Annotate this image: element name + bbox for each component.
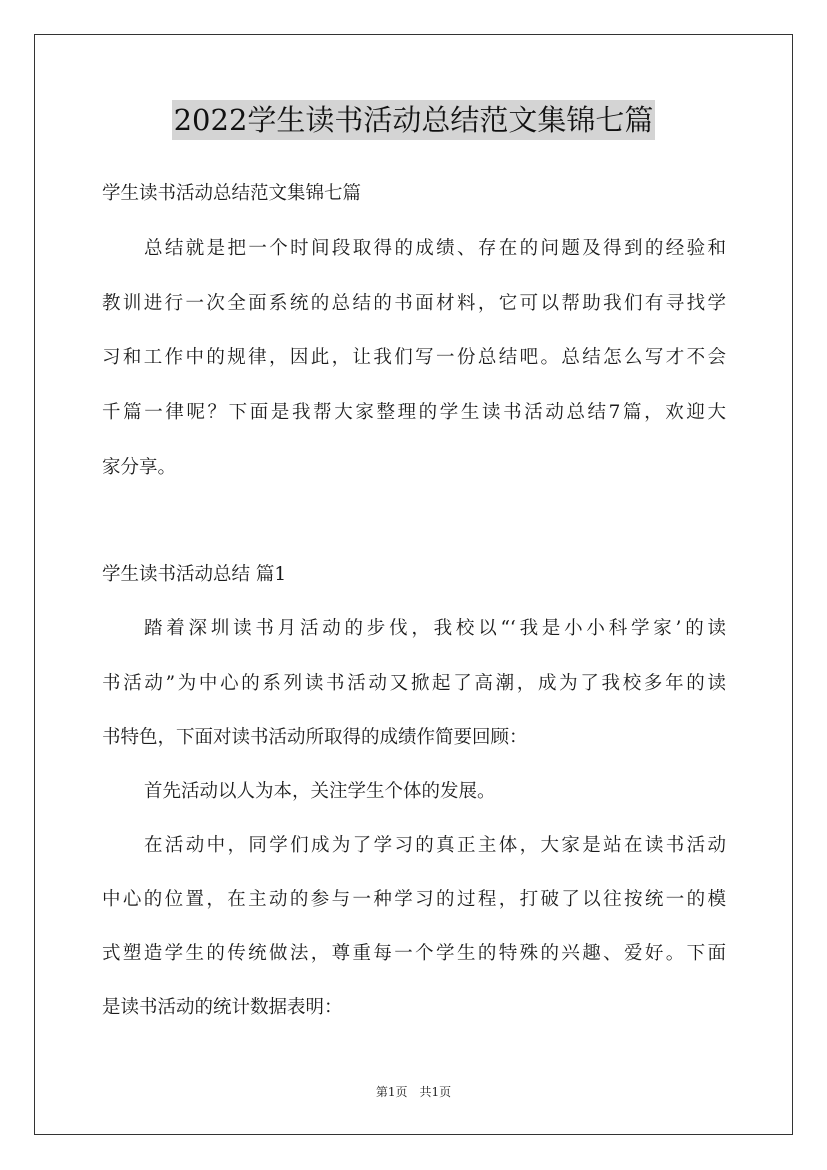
paragraph-line: 书特色，下面对读书活动所取得的成绩作简要回顾： [102,727,528,748]
paragraph-line: 式塑造学生的传统做法，尊重每一个学生的特殊的兴趣、爱好。下面 [102,943,726,964]
paragraph-line: 踏着深圳读书月活动的步伐，我校以“‘我是小小科学家’的读 [144,618,726,639]
intro-line: 总结就是把一个时间段取得的成绩、存在的问题及得到的经验和 [144,238,726,259]
paragraph-line: 在活动中，同学们成为了学习的真正主体，大家是站在读书活动 [144,835,726,856]
intro-line: 家分享。 [102,457,177,478]
title-container [0,100,827,140]
document-title: 2022学生读书活动总结范文集锦七篇 [172,100,656,140]
intro-line: 教训进行一次全面系统的总结的书面材料，它可以帮助我们有寻找学 [102,293,726,314]
page-footer: 第1页 共1页 [375,1085,452,1099]
section-heading: 学生读书活动总结 篇1 [102,564,287,585]
paragraph-line: 书活动”为中心的系列读书活动又掀起了高潮，成为了我校多年的读 [102,673,726,694]
paragraph-line: 首先活动以人为本，关注学生个体的发展。 [144,781,496,802]
document-subtitle: 学生读书活动总结范文集锦七篇 [102,183,362,204]
paragraph-line: 是读书活动的统计数据表明： [102,997,343,1018]
intro-line: 习和工作中的规律，因此，让我们写一份总结吧。总结怎么写才不会 [102,347,726,368]
intro-line: 千篇一律呢？下面是我帮大家整理的学生读书活动总结7篇，欢迎大 [102,402,726,423]
paragraph-line: 中心的位置，在主动的参与一种学习的过程，打破了以往按统一的模 [102,889,726,910]
